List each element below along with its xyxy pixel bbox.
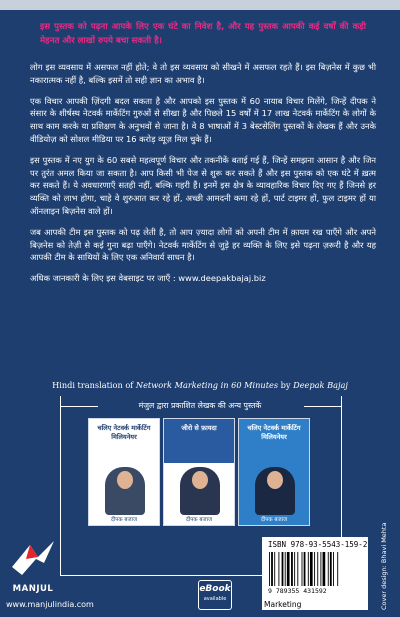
barcode-bar — [271, 552, 273, 586]
other-books-title: मंजुल द्वारा प्रकाशित लेखक की अन्य पुस्तकें — [0, 401, 400, 411]
barcode-bar — [304, 552, 306, 586]
barcode-bar — [330, 552, 332, 586]
barcode-bar — [302, 552, 303, 586]
barcode-bar — [291, 552, 293, 586]
book-title: जीरो से फ़ायदा — [164, 419, 234, 463]
author-photo — [255, 467, 295, 515]
blurb-body — [30, 61, 376, 293]
barcode-bar — [337, 552, 338, 586]
barcode-number: 9 789355 431592 — [268, 587, 327, 595]
barcode-bar — [317, 552, 318, 586]
barcode-bar — [269, 552, 270, 586]
publisher-website[interactable]: www.manjulindia.com — [6, 600, 94, 609]
book-cover-2[interactable] — [163, 418, 235, 526]
paragraph: इस पुस्तक में नए युग के 60 सबसे महत्वपूर्ण विचार और तकनीकें बताई गई हैं, जिन्हें समझना आसान है और जिन पर तुरंत अमल किया जा सकता है। आप किसी भी पेज से शुरू कर सकते हैं और इस पुस्तक को एक घंटे में ख़त्म कर सकते हैं। ये अवधारणाएँ सतही नहीं, बल्कि गहरी हैं। इनमें इस क्षेत्र के व्यावहारिक विचार दिए गए हैं जिनसे हर व्यक्ति को लाभ होगा, चाहे वे शुरुआत कर रहे हों, अच्छी आमदनी कमा रहे हों, पार्ट टाइमर हों, फुल टाइमर हों या ऑनलाइन बिज़नेस वाले हों। — [30, 154, 376, 216]
barcode-bar — [285, 552, 286, 586]
barcode-bar — [282, 552, 284, 586]
book-cover-3[interactable] — [238, 418, 310, 526]
website-line: अधिक जानकारी के लिए इस वेबसाइट पर जाएँ : www.deepakbajaj.biz — [30, 273, 266, 284]
cover-design-credit: Cover design: Bhavi Mehta — [380, 522, 388, 610]
author-photo — [105, 467, 145, 515]
book-author: दीपक बजाज — [110, 517, 138, 523]
barcode-bar — [314, 552, 315, 586]
barcode-bar — [328, 552, 329, 586]
book-cover-1[interactable] — [88, 418, 160, 526]
barcode-bar — [323, 552, 326, 586]
book-author: दीपक बजाज — [185, 517, 213, 523]
barcode-bar — [320, 552, 321, 586]
barcode-bar — [333, 552, 334, 586]
paragraph: एक विचार आपकी ज़िंदगी बदल सकता है और आपको इस पुस्तक में 60 नायाब विचार मिलेंगे, जिन्हें दीपक ने संसार के शीर्षस्थ नेटवर्क मार्केटिंग गुरुओं से सीखा है और पिछले 15 वर्षों में 17 लाख नेटवर्क मार्केटिंग के लोगों के साथ काम करके या प्रशिक्षण के अनुभवों से जाना है। वे 8 भाषाओं में 3 बेस्टसेलिंग पुस्तकों के लेखक हैं और उनके वीडियोज़ को सोशल मीडिया पर 16 करोड़ व्यूज़ मिल चुके हैं। — [30, 95, 376, 144]
original-title: Network Marketing in 60 Minutes — [135, 380, 279, 390]
paragraph: लोग इस व्यवसाय में असफल नहीं होते; वे तो इस व्यवसाय को सीखने में असफल रहते हैं। इस बिज़नेस में कुछ भी नकारात्मक नहीं है, बल्कि इसमें तो सही ज्ञान का अभाव है। — [30, 62, 376, 85]
paragraph: जब आपकी टीम इस पुस्तक को पढ़ लेती है, तो आप ज़्यादा लोगों को अपनी टीम में क़ायम रख पाएँगे और अपने बिज़नेस को तेज़ी से कई गुना बढ़ा पाएँगे। नेटवर्क मार्केटिंग से जुड़े हर व्यक्ति के लिए इसे पढ़ना ज़रूरी है और यह आपकी टीम के साथियों के लिए एक अनिवार्य साधन है। — [30, 226, 376, 263]
isbn-text: ISBN 978-93-5543-159-2 — [268, 540, 368, 549]
book-title: चलिए नेटवर्क मार्केटिंग मिलियनेयर — [97, 424, 151, 441]
translation-credit: Hindi translation of Network Marketing in 60 Minutes by Deepak Bajaj — [52, 380, 348, 390]
top-strip — [0, 0, 400, 10]
barcode-icon — [268, 552, 362, 586]
book-title: चलिए नेटवर्क मार्केटिंग मिलियनेयर — [247, 424, 301, 441]
barcode-bar — [274, 552, 275, 586]
barcode-bar — [287, 552, 290, 586]
category-label: Marketing — [264, 600, 302, 609]
barcode-bar — [294, 552, 295, 586]
intro-highlight: इस पुस्तक को पढ़ना आपके लिए एक घंटे का निवेश है, और यह पुस्तक आपकी कई वर्षों की कड़ी मेहनत और लाखों रुपये बचा सकती है। — [40, 22, 366, 46]
manjul-bird-logo-icon — [8, 537, 58, 581]
barcode-bar — [297, 552, 298, 586]
ebook-badge: eBook available — [198, 580, 232, 610]
barcode-bar — [308, 552, 309, 586]
author-name: Deepak Bajaj — [293, 380, 348, 390]
barcode-bar — [310, 552, 313, 586]
publisher-name: MANJUL — [12, 584, 54, 594]
book-author: दीपक बजाज — [260, 517, 288, 523]
barcode-bar — [278, 552, 279, 586]
author-photo — [180, 467, 220, 515]
